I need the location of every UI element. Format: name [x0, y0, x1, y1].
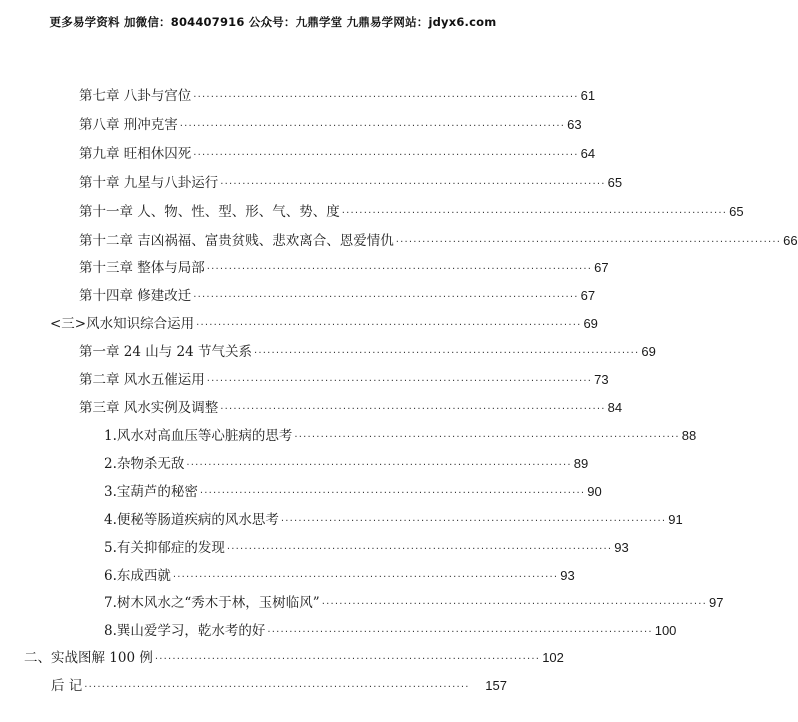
dot-leader: ························································································	[193, 150, 579, 161]
toc-entry-page: 64	[580, 146, 596, 161]
toc-entry-title: 6.东成西就	[104, 568, 171, 584]
toc-entry[interactable]	[104, 539, 629, 559]
toc-entry-page: 84	[607, 400, 623, 415]
toc-entry-page: 69	[583, 316, 598, 331]
dot-leader: ························································································	[206, 264, 593, 275]
toc-entry-page: 88	[681, 428, 697, 443]
toc-entry-title: 第十二章 吉凶祸福、富贵贫贱、悲欢离合、恩爱情仇	[79, 233, 394, 249]
toc-entry-title: 7.树木风水之“秀木于林，玉树临风”	[104, 595, 320, 611]
toc-entry[interactable]	[79, 203, 744, 223]
toc-entry-title: 5.有关抑郁症的发现	[104, 540, 225, 556]
toc-entry-title: 后 记	[51, 678, 83, 694]
dot-leader: ························································································	[254, 348, 640, 359]
toc-entry-page: 93	[614, 540, 629, 555]
toc-entry-title: 第十四章 修建改迁	[79, 288, 192, 304]
toc-entry-page: 63	[567, 117, 582, 132]
toc-entry[interactable]	[79, 145, 596, 165]
toc-entry-page: 90	[587, 484, 602, 499]
dot-leader: ························································································	[226, 544, 613, 555]
toc-entry[interactable]	[79, 116, 582, 136]
toc-entry-page: 89	[573, 456, 589, 471]
toc-entry-page: 73	[594, 372, 609, 387]
toc-entry-title: 第十一章 人、物、性、型、形、气、势、度	[79, 204, 340, 220]
toc-entry[interactable]	[79, 399, 623, 419]
dot-leader: ························································································	[84, 682, 470, 693]
toc-entry[interactable]	[104, 455, 589, 475]
toc-entry[interactable]	[104, 567, 575, 587]
toc-entry[interactable]	[79, 259, 609, 279]
dot-leader: ························································································	[220, 404, 606, 415]
toc-entry[interactable]	[50, 315, 598, 335]
toc-entry[interactable]	[104, 483, 602, 503]
toc-entry-title: 第八章 刑冲克害	[79, 117, 178, 133]
toc-entry-page: 69	[641, 344, 656, 359]
toc-entry-title: 第二章 风水五催运用	[79, 372, 205, 388]
toc-entry-title: 2.杂物杀无敌	[104, 456, 185, 472]
dot-leader: ························································································	[220, 179, 606, 190]
toc-entry-page: 157	[485, 678, 507, 693]
toc-entry-title: 3.宝葫芦的秘密	[104, 484, 198, 500]
dot-leader: ························································································	[196, 320, 582, 331]
dot-leader: ························································································	[199, 488, 586, 499]
toc-entry-page: 65	[729, 204, 744, 219]
toc-entry-title: 第十章 九星与八卦运行	[79, 175, 219, 191]
dot-leader: ························································································	[280, 516, 667, 527]
toc-entry[interactable]	[104, 511, 683, 531]
toc-entry[interactable]	[79, 371, 609, 391]
toc-entry-title: 第十三章 整体与局部	[79, 260, 205, 276]
toc-entry-page: 91	[668, 512, 683, 527]
dot-leader: ························································································	[186, 460, 572, 471]
toc-entry-page: 67	[594, 260, 609, 275]
dot-leader: ························································································	[179, 121, 566, 132]
toc-entry-page: 100	[654, 623, 677, 638]
dot-leader: ························································································	[154, 654, 541, 665]
toc-entry-page: 61	[580, 88, 596, 103]
toc-entry-page: 102	[542, 650, 564, 665]
dot-leader: ························································································	[395, 237, 782, 248]
dot-leader: ························································································	[294, 432, 680, 443]
toc-entry-page: 66	[783, 233, 798, 248]
toc-entry[interactable]	[79, 174, 623, 194]
toc-entry[interactable]	[79, 287, 596, 307]
toc-entry-page: 93	[560, 568, 575, 583]
dot-leader: ························································································	[206, 376, 593, 387]
toc-entry-title: 第一章 24 山与 24 节气关系	[79, 344, 253, 360]
toc-entry[interactable]	[79, 343, 656, 363]
dot-leader: ························································································	[193, 292, 579, 303]
toc-entry-title: 二、实战图解 100 例	[24, 650, 153, 666]
toc-entry-title: 第七章 八卦与宫位	[79, 88, 192, 104]
toc-entry[interactable]	[104, 622, 677, 642]
toc-entry[interactable]	[24, 649, 564, 669]
dot-leader: ························································································	[172, 572, 559, 583]
toc-entry-title: <三>风水知识综合运用	[50, 316, 195, 332]
dot-leader: ························································································	[341, 208, 728, 219]
dot-leader: ························································································	[321, 599, 708, 610]
toc-entry-page: 65	[607, 175, 623, 190]
toc-entry-title: 4.便秘等肠道疾病的风水思考	[104, 512, 279, 528]
page-header: 更多易学资料 加微信：804407916 公众号：九鼎学堂 九鼎易学网站：jdyx6.com	[49, 15, 497, 29]
toc-entry[interactable]	[51, 677, 507, 697]
toc-entry[interactable]	[104, 427, 697, 447]
toc-entry[interactable]	[79, 232, 798, 252]
toc-entry-title: 8.巽山爱学习，乾水考的好	[104, 623, 266, 639]
toc-entry-title: 1.风水对高血压等心脏病的思考	[104, 428, 293, 444]
toc-entry[interactable]	[104, 594, 724, 614]
dot-leader: ························································································	[267, 627, 653, 638]
toc-entry-title: 第三章 风水实例及调整	[79, 400, 219, 416]
dot-leader: ························································································	[193, 92, 579, 103]
toc-entry-page: 97	[709, 595, 724, 610]
toc-entry-title: 第九章 旺相休囚死	[79, 146, 192, 162]
toc-entry[interactable]	[79, 87, 596, 107]
toc-entry-page: 67	[580, 288, 596, 303]
